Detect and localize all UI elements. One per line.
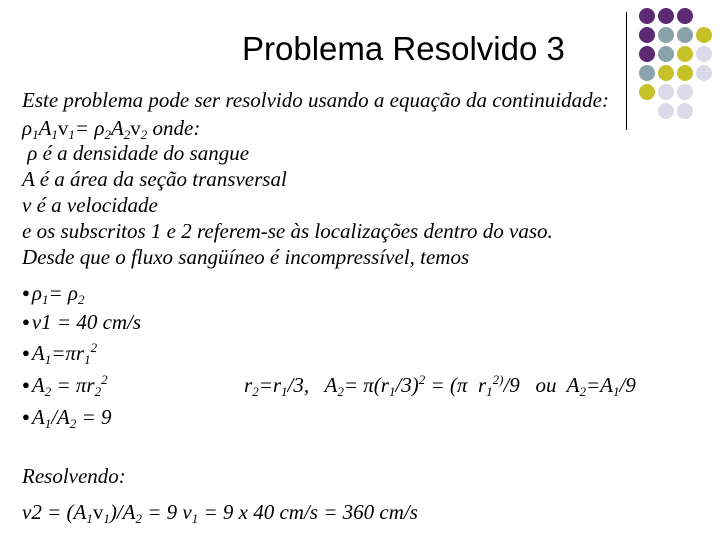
slide-title: Problema Resolvido 3 [242,30,565,67]
decorative-dot [639,65,655,81]
decorative-dot [658,103,674,119]
decorative-dot [677,103,693,119]
solution-label: Resolvendo: [22,464,126,488]
decorative-dot [658,27,674,43]
bullet-dot-icon: ● [22,409,30,424]
decorative-dot [677,84,693,100]
decorative-dot [696,46,712,62]
decorative-dot [658,84,674,100]
decorative-dot [677,8,693,24]
incompressible-statement: Desde que o fluxo sangüíneo é incompressível, temos [22,245,470,269]
decorative-dot [696,65,712,81]
decorative-dot [639,8,655,24]
bullet-area-1: $●A_1=\pi r_1^2$ [22,340,98,367]
title-divider [626,12,627,130]
bullet-area-2: $●A_2 = \pi r_2^2$ $r_2=r_1/3$, $A_2= \pi(r_1/3)^2 = (\pi$ $r_1^{2)}/9$ ou $A_2=A_1/9$ [22,372,636,399]
decorative-dot [658,46,674,62]
bullet-dot-icon: ● [22,314,30,329]
decorative-dot [677,65,693,81]
intro-text: Este problema pode ser resolvido usando a equação da continuidade: [22,88,609,112]
decorative-dot [658,8,674,24]
decorative-dot [639,84,655,100]
bullet-dot-icon: ● [22,377,30,392]
decorative-dot [639,46,655,62]
continuity-equation: $\rho_1A_1v_1= \rho_2A_2v_2$ onde: [22,116,201,142]
decorative-dot [639,27,655,43]
bullet-density: $●\rho_1= \rho_2$ [22,281,85,307]
velocity-definition: v é a velocidade [22,193,158,217]
decorative-dot [677,46,693,62]
bullet-velocity: ●v1 = 40 cm/s [22,310,142,334]
bullet-dot-icon: ● [22,345,30,360]
decorative-dot [696,27,712,43]
rho-definition: ρ é a densidade do sangue [22,141,250,165]
radius-area-relation: $r_2=r_1/3$, $A_2= \pi(r_1/3)^2 = (\pi$ $r_1^{2)}/9$ ou $A_2=A_1/9$ [244,372,636,399]
decorative-dot [658,65,674,81]
area-definition: A é a área da seção transversal [22,167,287,191]
solution-equation: $v2 = (A_1v_1)/A_2 = 9$ $v_1 = 9$ x 40 cm/s = 360 cm/s [22,500,418,526]
bullet-dot-icon: ● [22,285,30,300]
bullet-area-ratio: $●A_1/A_2 = 9$ [22,405,112,431]
decorative-dot [677,27,693,43]
subscript-definition: e os subscritos 1 e 2 referem-se às localizações dentro do vaso. [22,219,553,243]
